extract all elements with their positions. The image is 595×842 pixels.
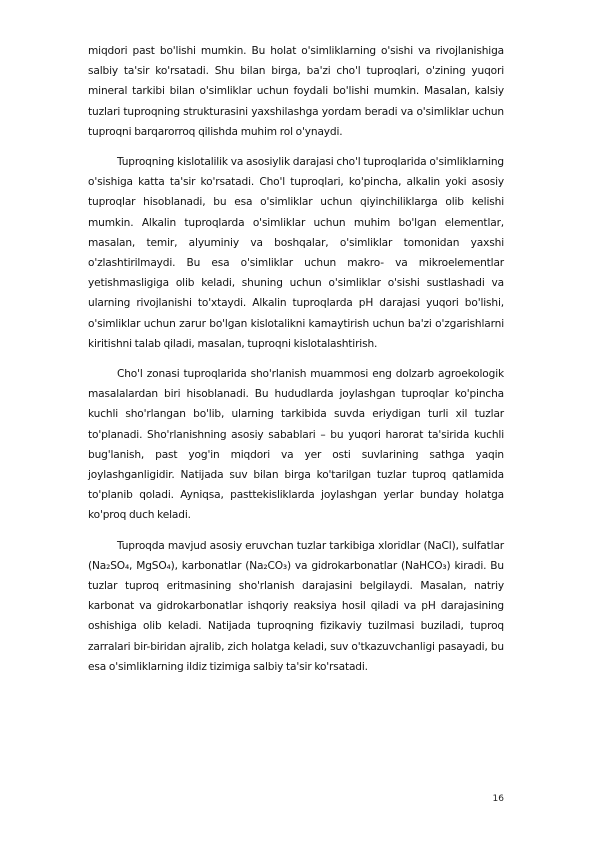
page-number: 16	[492, 794, 504, 804]
paragraph-soluble-salts: Tuproqda mavjud asosiy eruvchan tuzlar tarkibiga xloridlar (NaCl), sulfatlar (Na₂SO₄, MgSO₄), karbonatlar (Na₂CO₃) va gidrokarbonatlar (NaHCO₃) kiradi. Bu tuzlar tuproq eritmasining sho'rlanish darajasini belgilaydi. Masalan, natriy karbonat va gidrokarbonatlar ishqoriy reaksiya hosil qiladi va pH darajasining oshishiga olib keladi. Natijada tuproqning fizikaviy tuzilmasi buziladi, tuproq zarralari bir-biridan ajralib, zich holatga keladi, suv o'tkazuvchanligi pasayadi, bu esa o'simliklarning ildiz tizimiga salbiy ta'sir ko'rsatadi.	[88, 539, 504, 673]
paragraph-soil-acidity: Tuproqning kislotalilik va asosiylik darajasi cho'l tuproqlarida o'simliklarning o'sishiga katta ta'sir ko'rsatadi. Cho'l tuproqlari, ko'pincha, alkalin yoki asosiy tuproqlar hisoblanadi, bu esa o'simliklar uchun qiyinchiliklarga olib kelishi mumkin. Alkalin tuproqlarda o'simliklar uchun muhim bo'lgan elementlar, masalan, temir, alyuminiy va boshqalar, o'simliklar tomonidan yaxshi o'zlashtirilmaydi. Bu esa o'simliklar uchun makro- va mikroelementlar yetishmasligiga olib keladi, shuning uchun o'simliklar o'sishi sustlashadi va ularning rivojlanishi to'xtaydi. Alkalin tuproqlarda pH darajasi yuqori bo'lishi, o'simliklar uchun zarur bo'lgan kislotalikni kamaytirish uchun ba'zi o'zgarishlarni kiritishni talab qiladi, masalan, tuproqni kislotalashtirish.	[88, 156, 504, 350]
paragraph-continued: miqdori past bo'lishi mumkin. Bu holat o'simliklarning o'sishi va rivojlanishiga salbiy ta'sir ko'rsatadi. Shu bilan birga, ba'zi cho'l tuproqlari, o'zining yuqori mineral tarkibi bilan o'simliklar uchun foydali bo'lishi mumkin. Masalan, kalsiy tuzlari tuproqning strukturasini yaxshilashga yordam beradi va o'simliklar uchun tuproqni barqarorroq qilishda muhim rol o'ynaydi.	[88, 45, 504, 138]
paragraph-salinization: Cho'l zonasi tuproqlarida sho'rlanish muammosi eng dolzarb agroekologik masalalardan biri hisoblanadi. Bu hududlarda joylashgan tuproqlar ko'pincha kuchli sho'rlangan bo'lib, ularning tarkibida suvda eriydigan turli xil tuzlar to'planadi. Sho'rlanishning asosiy sabablari – bu yuqori harorat ta'sirida kuchli bug'lanish, past yog'in miqdori va yer osti suvlarining sathga yaqin joylashganligidir. Natijada suv bilan birga ko'tarilgan tuzlar tuproq qatlamida to'planib qoladi. Ayniqsa, pasttekisliklarda joylashgan yerlar bunday holatga ko'proq duch keladi.	[88, 368, 504, 522]
page-body	[88, 41, 504, 687]
